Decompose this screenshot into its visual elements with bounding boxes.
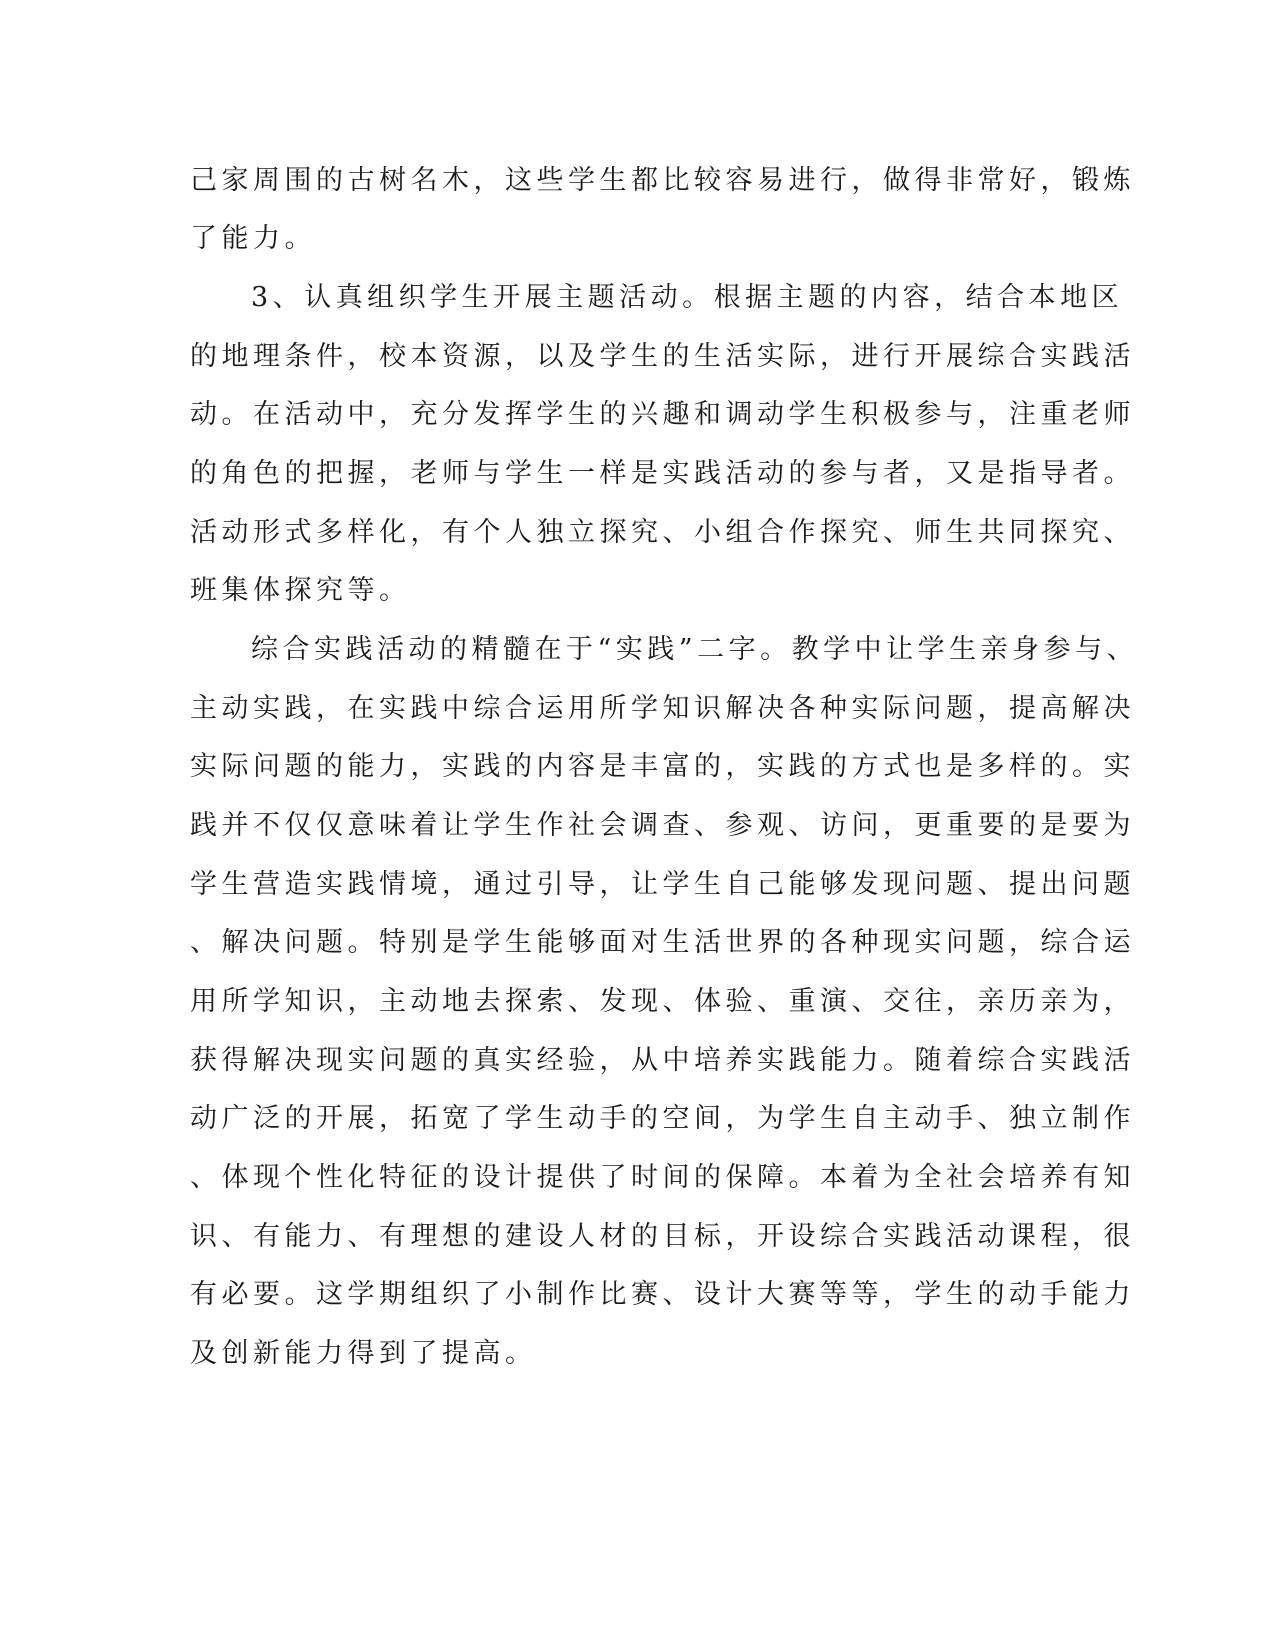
text-line-19: 识、有能力、有理想的建设人材的目标，开设综合实践活动课程，很 <box>190 1221 1135 1252</box>
text-line-17: 动广泛的开展，拓宽了学生动手的空间，为学生自主动手、独立制作 <box>190 1103 1135 1134</box>
text-line-6: 的角色的把握，老师与学生一样是实践活动的参与者，又是指导者。 <box>190 458 1135 489</box>
text-line-5: 动。在活动中，充分发挥学生的兴趣和调动学生积极参与，注重老师 <box>190 399 1135 430</box>
text-line-1: 己家周围的古树名木，这些学生都比较容易进行，做得非常好，锻炼 <box>190 165 1135 196</box>
text-line-10: 主动实践，在实践中综合运用所学知识解决各种实际问题，提高解决 <box>190 693 1135 724</box>
paragraph-summary-first-line: 综合实践活动的精髓在于“实践”二字。教学中让学生亲身参与、 <box>251 634 1139 665</box>
text-line-13: 学生营造实践情境，通过引导，让学生自己能够发现问题、提出问题 <box>190 869 1135 900</box>
paragraph-3-first-line: 3、认真组织学生开展主题活动。根据主题的内容，结合本地区 <box>251 282 1124 313</box>
text-line-7: 活动形式多样化，有个人独立探究、小组合作探究、师生共同探究、 <box>190 517 1135 548</box>
text-line-15: 用所学知识，主动地去探索、发现、体验、重演、交往，亲历亲为， <box>190 986 1135 1017</box>
text-line-16: 获得解决现实问题的真实经验，从中培养实践能力。随着综合实践活 <box>190 1045 1135 1076</box>
text-line-21: 及创新能力得到了提高。 <box>190 1338 537 1369</box>
text-line-11: 实际问题的能力，实践的内容是丰富的，实践的方式也是多样的。实 <box>190 751 1135 782</box>
text-line-14: 、解决问题。特别是学生能够面对生活世界的各种现实问题，综合运 <box>190 927 1135 958</box>
text-line-20: 有必要。这学期组织了小制作比赛、设计大赛等等，学生的动手能力 <box>190 1279 1135 1310</box>
text-line-18: 、体现个性化特征的设计提供了时间的保障。本着为全社会培养有知 <box>190 1162 1135 1193</box>
text-line-2: 了能力。 <box>190 223 316 254</box>
text-line-8: 班集体探究等。 <box>190 575 411 606</box>
text-line-4: 的地理条件，校本资源，以及学生的生活实际，进行开展综合实践活 <box>190 341 1135 372</box>
text-line-12: 践并不仅仅意味着让学生作社会调查、参观、访问，更重要的是要为 <box>190 810 1135 841</box>
